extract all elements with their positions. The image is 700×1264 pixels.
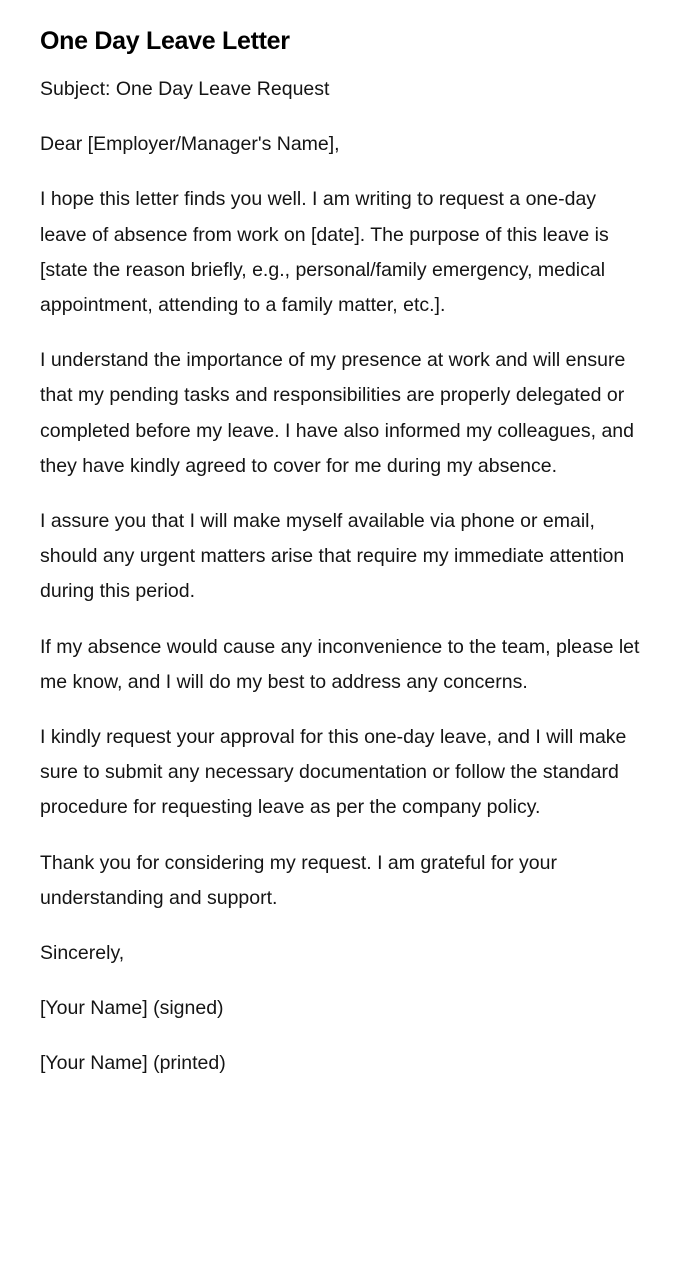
letter-subject: Subject: One Day Leave Request [40, 78, 330, 100]
letter-title: One Day Leave Letter [40, 27, 290, 55]
letter-printed-name: [Your Name] (printed) [40, 1052, 226, 1075]
letter-paragraph: I assure you that I will make myself available via phone or email, should any urgent matters arise that require my immediate attention during this period. [40, 510, 625, 603]
letter-signed-name: [Your Name] (signed) [40, 997, 224, 1020]
letter-paragraph: I understand the importance of my presence at work and will ensure that my pending tasks and responsibilities are properly delegated or completed before my leave. I have also informed my colleagues, and they have kindly agreed to cover for me during my absence. [40, 349, 634, 477]
letter-paragraph: Thank you for considering my request. I am grateful for your understanding and support. [40, 851, 557, 909]
letter-paragraph: If my absence would cause any inconvenience to the team, please let me know, and I will do my best to address any concerns. [40, 635, 640, 693]
letter-paragraph: I hope this letter finds you well. I am writing to request a one-day leave of absence from work on [date]. The purpose of this leave is [state the reason briefly, e.g., personal/family emergency, medical appointment, attending to a family matter, etc.]. [40, 188, 609, 317]
letter-paragraph: I kindly request your approval for this one-day leave, and I will make sure to submit any necessary documentation or follow the standard procedure for requesting leave as per the company policy. [40, 726, 627, 819]
letter-salutation: Dear [Employer/Manager's Name], [40, 133, 340, 156]
letter-closing: Sincerely, [40, 942, 125, 965]
leave-letter [40, 24, 646, 1102]
